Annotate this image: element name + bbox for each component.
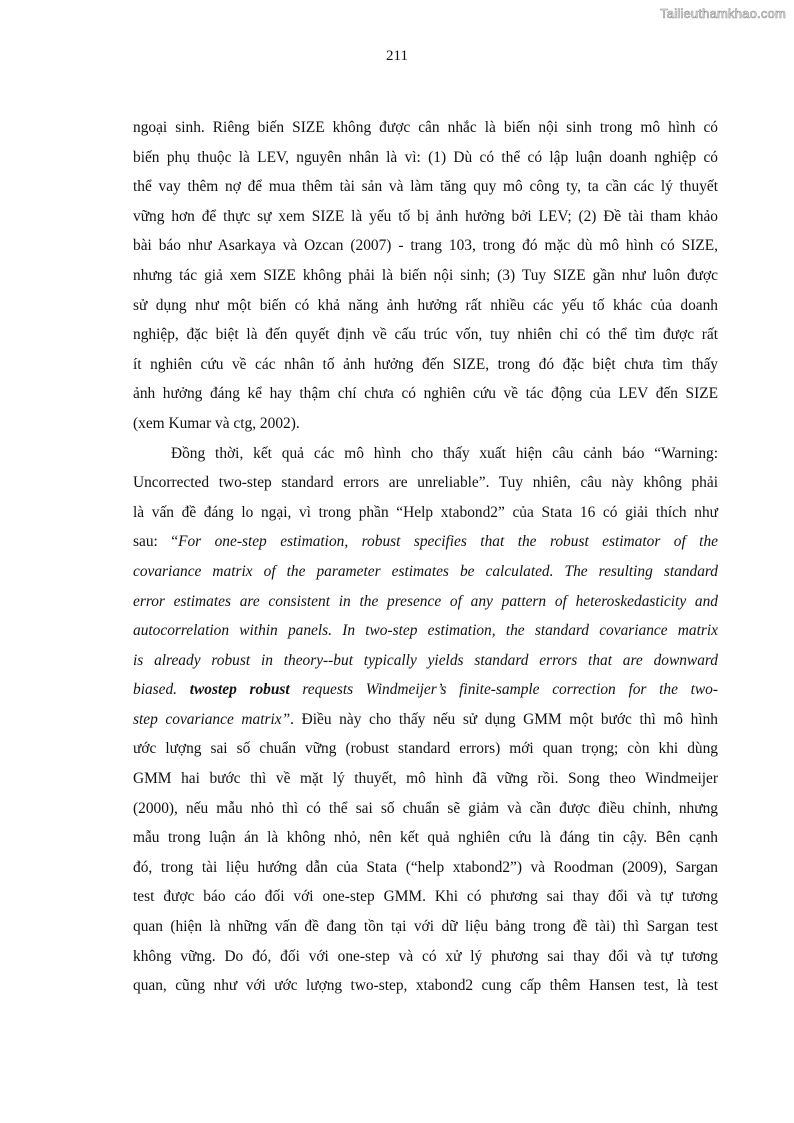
text-run: . Điều này cho thấy nếu sử dụng GMM một bước thì mô hình: [290, 710, 718, 728]
quote-line: is already robust in theory--but typically yields standard errors that are downward: [133, 651, 718, 669]
text-line: test được báo cáo đối với one-step GMM. Khi có phương sai thay đổi và tự tương: [133, 888, 718, 906]
quote-text: biased.: [133, 681, 190, 699]
text-line: sử dụng như một biến có khả năng ảnh hưởng rất nhiều các yếu tố khác của doanh: [133, 296, 718, 314]
text-line: mẫu trong luận án là không nhỏ, nên kết quả nghiên cứu là đáng tin cậy. Bên cạnh: [133, 829, 718, 847]
text-line: vững hơn để thực sự xem SIZE là yếu tố bị ảnh hưởng bởi LEV; (2) Đề tài tham khảo: [133, 207, 718, 225]
quote-line: covariance matrix of the parameter estimates be calculated. The resulting standard: [133, 562, 718, 580]
text-line: quan (hiện là những vấn đề đang tồn tại với dữ liệu bảng trong đề tài) thì Sargan test: [133, 918, 718, 936]
page-number: 211: [386, 48, 408, 64]
text-line: đó, trong tài liệu hướng dẫn của Stata (“help xtabond2”) và Roodman (2009), Sargan: [133, 858, 718, 876]
text-line: [133, 705, 718, 735]
text-line: ảnh hưởng đáng kể hay thậm chí chưa có nghiên cứu về tác động của LEV đến SIZE: [133, 385, 718, 403]
text-line: (xem Kumar và ctg, 2002).: [133, 414, 300, 432]
text-line: không vững. Do đó, đối với one-step và có xử lý phương sai thay đổi và tự tương: [133, 947, 718, 965]
text-run: sau: “: [133, 533, 179, 551]
text-line: quan, cũng như với ước lượng two-step, xtabond2 cung cấp thêm Hansen test, là test: [133, 977, 718, 995]
text-line: nghiệp, đặc biệt là đến quyết định về cấu trúc vốn, tuy nhiên chỉ có thể tìm được rất: [133, 326, 718, 344]
text-line: Đồng thời, kết quả các mô hình cho thấy xuất hiện câu cảnh báo “Warning:: [171, 444, 718, 462]
text-line: GMM hai bước thì về mặt lý thuyết, mô hình đã vững rồi. Song theo Windmeijer: [133, 770, 718, 788]
paragraph-2: [133, 439, 718, 1001]
text-line: ước lượng sai số chuẩn vững (robust standard errors) mới quan trọng; còn khi dùng: [133, 740, 718, 758]
body-text: [133, 113, 718, 1001]
quote-emphasis: twostep robust: [189, 681, 290, 699]
quote-text: For one-step estimation, robust specifies that the robust estimator of the: [178, 533, 718, 551]
text-line: ngoại sinh. Riêng biến SIZE không được cân nhắc là biến nội sinh trong mô hình có: [133, 119, 718, 136]
text-line: thể vay thêm nợ để mua thêm tài sản và làm tăng quy mô công ty, ta cần các lý thuyết: [133, 178, 718, 196]
text-line: [133, 527, 718, 557]
text-line: Uncorrected two-step standard errors are unreliable”. Tuy nhiên, câu này không phải: [133, 474, 718, 492]
paragraph-1: [133, 113, 718, 439]
quote-line: autocorrelation within panels. In two-step estimation, the standard covariance matrix: [133, 622, 718, 640]
watermark: Tailieuthamkhao.com: [660, 6, 786, 21]
text-line: ít nghiên cứu về các nhân tố ảnh hưởng đến SIZE, trong đó đặc biệt chưa tìm thấy: [133, 355, 718, 373]
quote-text: step covariance matrix”: [133, 710, 291, 728]
text-line: là vấn đề đáng lo ngại, vì trong phần “Help xtabond2” của Stata 16 có giải thích như: [133, 503, 718, 521]
text-line: nhưng tác giả xem SIZE không phải là biến nội sinh; (3) Tuy SIZE gần như luôn được: [133, 266, 718, 284]
quote-line: error estimates are consistent in the presence of any pattern of heteroskedasticity and: [133, 592, 718, 610]
quote-line: [133, 675, 718, 705]
text-line: biến phụ thuộc là LEV, nguyên nhân là vì: (1) Dù có thể có lập luận doanh nghiệp có: [133, 148, 718, 166]
text-line: bài báo như Asarkaya và Ozcan (2007) - trang 103, trong đó mặc dù mô hình có SIZE,: [133, 237, 718, 255]
quote-text: requests Windmeijer’s finite-sample correction for the two-: [289, 681, 718, 699]
text-line: (2000), nếu mẫu nhỏ thì có thể sai số chuẩn sẽ giảm và cần được điều chỉnh, nhưng: [133, 799, 718, 817]
